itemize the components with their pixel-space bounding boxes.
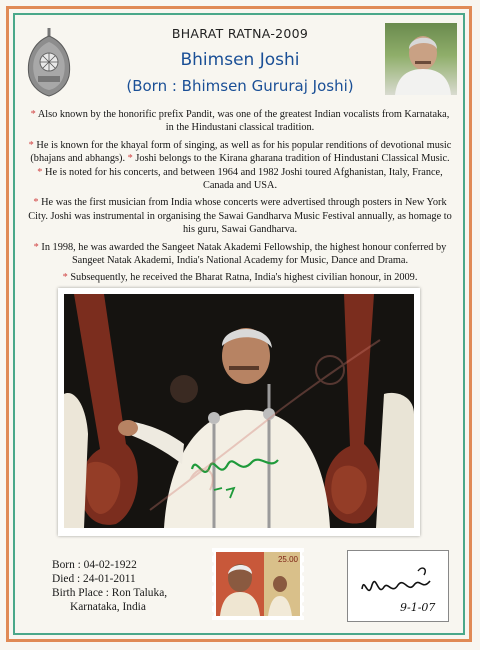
person-name: Bhimsen Joshi bbox=[180, 50, 300, 70]
signature-box bbox=[347, 550, 449, 622]
fact-paragraph: * In 1998, he was awarded the Sangeet Natak Akademi Fellowship, the highest honour conferred by Sangeet Natak Akademi, India's National Academy for Music, Dance and Drama. bbox=[33, 241, 447, 267]
signature-date: 9-1-07 bbox=[400, 601, 436, 614]
fact-paragraph: * He is known for the khayal form of singing, as well as for his popular renditions of devotional music (bhajans and abhangs). * Joshi belongs to the Kirana gharana tradition of Hindustani Classical Music. * He is noted for his concerts, and between 1964 and 1982 Joshi toured Afghanistan, Italy, France, Canada and USA. bbox=[28, 139, 452, 192]
birth-name: (Born : Bhimsen Gururaj Joshi) bbox=[126, 77, 354, 95]
fact-item: He is noted for his concerts, and between 1964 and 1982 Joshi toured Afghanistan, Italy, France, Canada and USA. bbox=[45, 166, 443, 192]
fact-item: Subsequently, he received the Bharat Ratna, India's highest civilian honour, in 2009. bbox=[70, 272, 418, 284]
birth-place-region: Karnataka, India bbox=[70, 601, 146, 613]
concert-photo bbox=[64, 294, 414, 528]
fact-paragraph: * He was the first musician from India whose concerts were advertised through posters in New York City. Joshi was instrumental in organising the Sawai Gandharva Music Festival annually, as homage to his guru, Sawai Gandharva. bbox=[28, 197, 452, 236]
fact-item: Joshi was instrumental in organising the Sawai Gandharva Music Festival annually, as homage to his guru, Sawai Gandharva. bbox=[50, 210, 452, 236]
stamp-value: 25.00 bbox=[277, 555, 298, 564]
fact-item: Also known by the honorific prefix Pandit, was one of the greatest Indian vocalists from Karnataka, in the Hindustani classical tradition. bbox=[37, 109, 450, 134]
fact-paragraph: * Also known by the honorific prefix Pandit, was one of the greatest Indian vocalists from Karnataka, in the Hindustani classical tradition. bbox=[30, 109, 450, 134]
fact-item: Joshi belongs to the Kirana gharana tradition of Hindustani Classical Music. bbox=[135, 153, 450, 165]
portrait-photo bbox=[385, 23, 457, 95]
died-date: Died : 24-01-2011 bbox=[52, 573, 136, 585]
postage-stamp bbox=[212, 548, 304, 620]
award-title: BHARAT RATNA-2009 bbox=[171, 26, 309, 41]
birth-place: Birth Place : Ron Taluka, bbox=[52, 587, 168, 599]
fact-paragraph: * Subsequently, he received the Bharat Ratna, India's highest civilian honour, in 2009. bbox=[62, 272, 418, 284]
biography-text bbox=[28, 108, 452, 306]
born-date: Born : 04-02-1922 bbox=[52, 559, 137, 571]
life-details bbox=[52, 558, 212, 614]
fact-item: In 1998, he was awarded the Sangeet Natak Akademi Fellowship, the highest honour conferred by Sangeet Natak Akademi, India's National Academy for Music, Dance and Drama. bbox=[41, 241, 447, 267]
fact-item: He was the first musician from India whose concerts were advertised through posters in New York City. bbox=[28, 197, 447, 222]
fact-item: He is known for the khayal form of singing, as well as for his popular renditions of devotional music (bhajans and abhangs). bbox=[30, 139, 452, 165]
